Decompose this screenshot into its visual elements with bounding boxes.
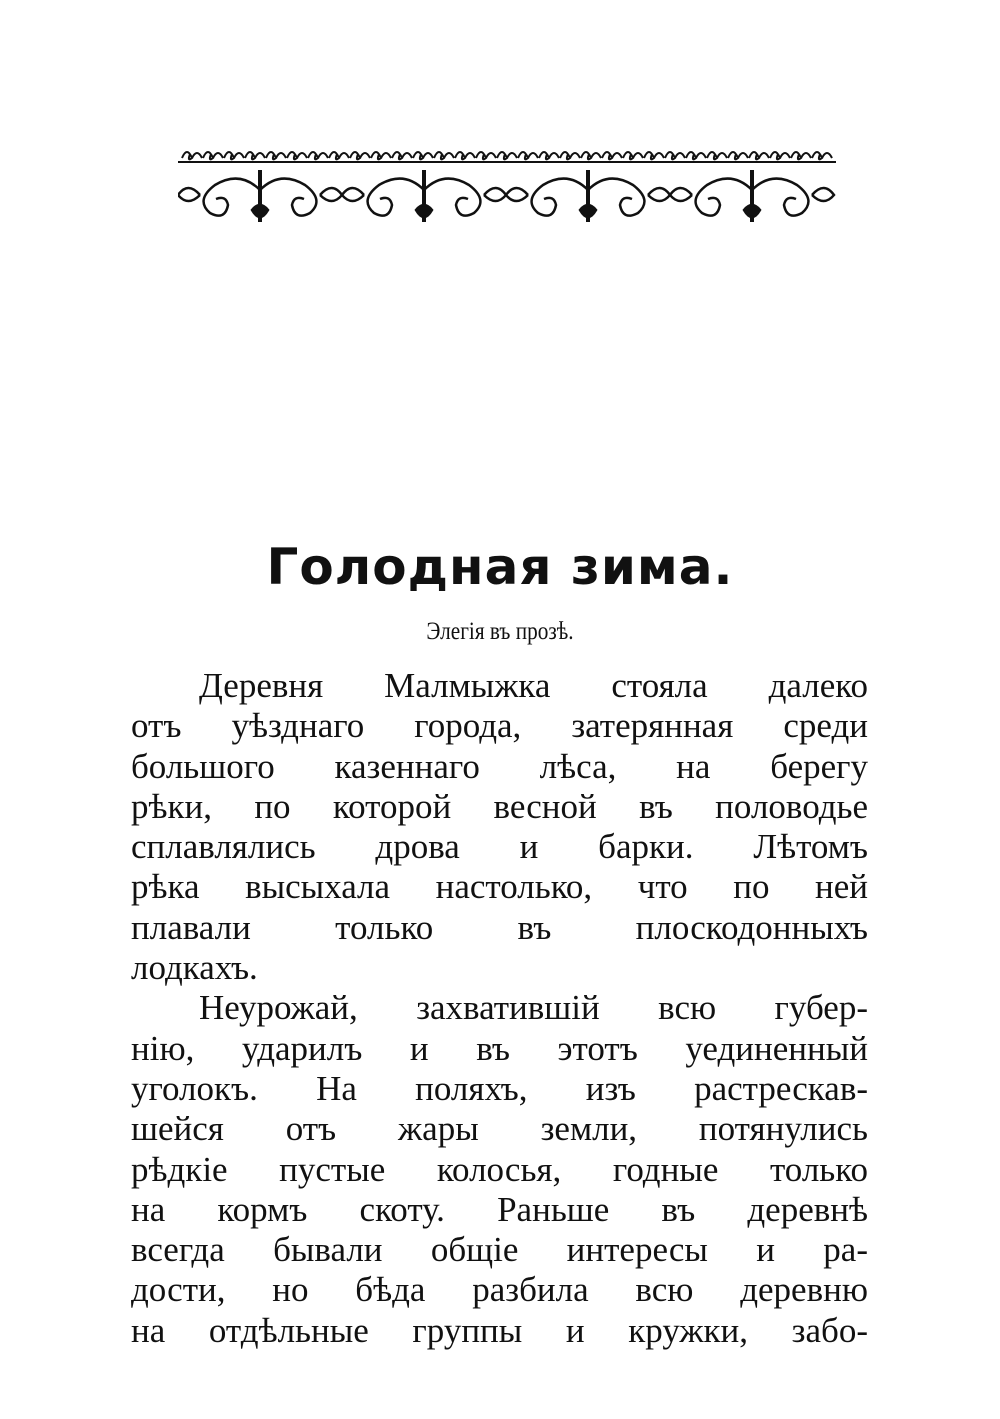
decorative-ornament-header [178,140,836,226]
text-line-content: плавали только въ плоскодонныхъ [131,907,868,947]
text-line [131,747,868,787]
text-line [131,988,868,1028]
paragraph [131,666,868,988]
text-line-content: на кормъ скоту. Раньше въ деревнѣ [131,1189,868,1229]
text-line-content: нію, ударилъ и въ этотъ уединенный [131,1028,868,1068]
text-line-content: сплавлялись дрова и барки. Лѣтомъ [131,827,868,867]
paragraph [131,988,868,1351]
body-text [131,666,868,1351]
text-line [131,1270,868,1310]
text-line [131,1230,868,1270]
text-line-content: рѣка высыхала настолько, что по ней [131,867,868,907]
text-line-content: на отдѣльные группы и кружки, забо- [131,1310,868,1350]
text-line [131,1190,868,1230]
text-line-content: большого казеннаго лѣса, на берегу [131,746,868,786]
text-line-content: уголокъ. На поляхъ, изъ растрескав- [131,1068,868,1108]
text-line-content: рѣдкіе пустые колосья, годные только [131,1149,868,1189]
text-line [131,1150,868,1190]
chapter-subtitle: Элегія въ прозѣ. [426,618,574,645]
text-line [131,1029,868,1069]
text-line-content: лодкахъ. [131,948,258,988]
text-line [131,827,868,867]
text-line [131,666,868,706]
text-line-content: Неурожай, захватившій всю губер- [199,988,868,1028]
text-line-content: дости, но бѣда разбила всю деревню [131,1270,868,1310]
text-line [131,867,868,907]
text-line-content: всегда бывали общіе интересы и ра- [131,1230,868,1270]
text-line-content: шейся отъ жары земли, потянулись [131,1109,868,1149]
text-line [131,1109,868,1149]
text-line-content: рѣки, по которой весной въ половодье [131,786,868,826]
text-line [131,948,868,988]
text-line [131,1311,868,1351]
text-line-content: Деревня Малмыжка стояла далеко [199,666,868,705]
text-line [131,908,868,948]
text-line [131,1069,868,1109]
chapter-title: Голодная зима. [266,538,734,596]
text-line [131,706,868,746]
text-line-content: отъ уѣзднаго города, затерянная среди [131,706,868,746]
text-line [131,787,868,827]
